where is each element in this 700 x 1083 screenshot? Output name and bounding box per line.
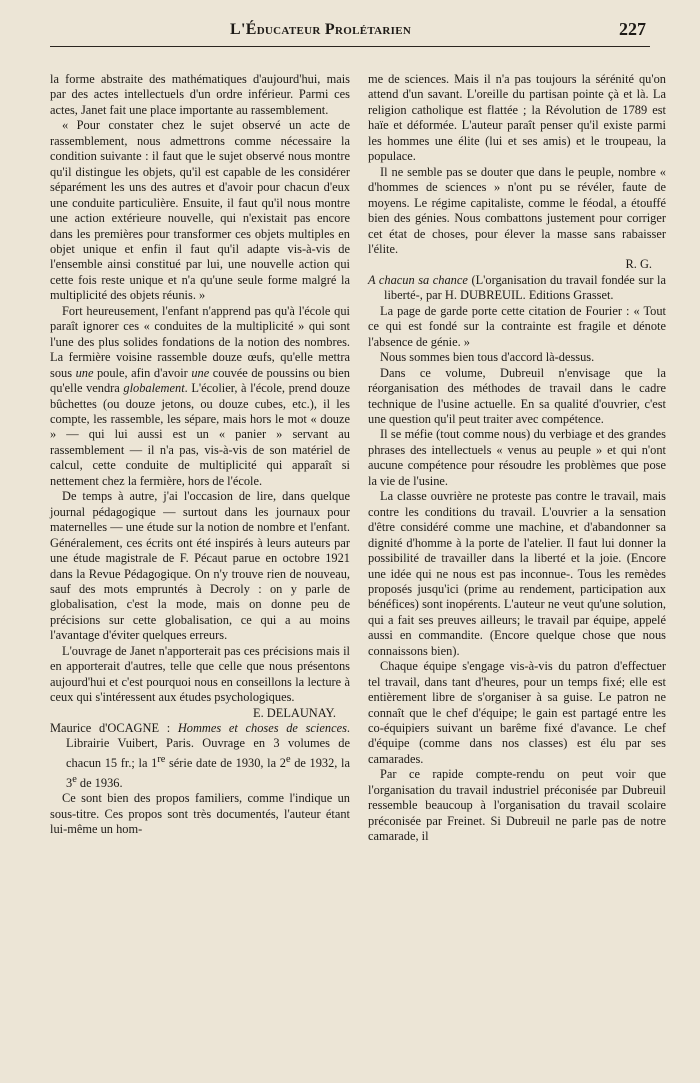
header-rule bbox=[50, 46, 650, 47]
paragraph: Nous sommes bien tous d'accord là-dessus. bbox=[380, 350, 595, 365]
paragraph: Il ne semble pas se douter que dans le peuple, nombre « d'hommes de sciences » n'ont pu se révéler, faute de moyens. Le régime capitaliste, comme le féodal, a étouffé bien des génies. Nous combattons justement pour corriger cet état de choses, pour élever la masse sans rabaisser l'élite. bbox=[368, 164, 666, 256]
author-signature: E. DELAUNAY. bbox=[253, 705, 336, 720]
journal-title: L'Éducateur Prolétarien bbox=[230, 21, 412, 38]
paragraph: Chaque équipe s'engage vis-à-vis du patron d'effectuer tel travail, dans tant d'heures, pour un temps fixé; elle est entièrement libre de s'organiser à sa guise. Le patron ne connaît que le chef d'équipe; le gain est partagé entre les co-équipiers suivant un barême fixé d'avance. Le chef d'équipe (comme dans nos classes) est élu par ses camarades. bbox=[368, 659, 666, 766]
paragraph: Par ce rapide compte-rendu on peut voir que l'organisation du travail industriel préconisée par Dubreuil ressemble beaucoup à l'organisation du travail scolaire préconisée par Freinet. Si Dubreuil ne parle pas de notre camarade, il bbox=[368, 767, 666, 844]
author-signature: R. G. bbox=[625, 257, 652, 272]
book-reference: Maurice d'OCAGNE : Hommes et choses de sciences. Librairie Vuibert, Paris. Ouvrage en 3 volumes de chacun 15 fr.; la 1re série date de 1930, la 2e de 1932, la 3e de 1936. bbox=[50, 721, 351, 790]
paragraph: L'ouvrage de Janet n'apporterait pas ces précisions mais il en apporterait d'autres, telle que celle que nous présentons aujourd'hui et c'est pourquoi nous en conseillons la lecture à ceux qui s'intéressent aux études psychologiques. bbox=[50, 643, 350, 705]
left-column bbox=[50, 72, 350, 837]
book-reference: A chacun sa chance (L'organisation du travail fondée sur la liberté-, par H. DUBREUIL. Editions Grasset. bbox=[368, 272, 666, 303]
paragraph: De temps à autre, j'ai l'occasion de lire, dans quelque journal pédagogique — surtout dans les journaux pour maternelles — une étude sur la notion de nombre et l'enfant. Généralement, ces écrits ont été inspirés à leurs auteurs par une étude magistrale de F. Pécaut parue en octobre 1921 dans la Revue Pédagogique. On n'y trouve rien de nouveau, sauf des mots empruntés à Decroly : on y parle de globalisation, c'est la mode, mais on donne peu de précisions sur cette globalisation, ce qui a au moins l'avantage d'éviter quelques erreurs. bbox=[50, 489, 350, 643]
paragraph: Il se méfie (tout comme nous) du verbiage et des grandes phrases des intellectuels « venus au peuple » et qui n'ont aucune compétence pour résoudre les problèmes que pose la vie de l'usine. bbox=[368, 427, 666, 488]
right-column bbox=[368, 72, 666, 845]
paragraph: la forme abstraite des mathématiques d'aujourd'hui, mais par des actes intellectuels d'un ordre inférieur. Parmi ces actes, Janet fait une place importante au rassemblement. bbox=[50, 72, 350, 117]
paragraph: La classe ouvrière ne proteste pas contre le travail, mais contre les conditions du travail. L'ouvrier a la sensation d'être considéré comme une machine, et d'abandonner sa dignité d'homme à la porte de l'atelier. Il faut lui donner la possibilité de travailler dans la liberté et la joie. (Encore une idée qui ne nous est pas inconnue-. Tous les remèdes proposés jusqu'ici (prime au rendement, participation aux bénéfices) sont inopérents. L'auteur ne veut qu'une solution, qui a fait ses preuves ailleurs; le travail par équipe, appelé aussi en commandite. (Encore quelque chose que nous connaissons bien). bbox=[368, 489, 666, 658]
page-number: 227 bbox=[619, 19, 646, 39]
paragraph: Dans ce volume, Dubreuil n'envisage que la réorganisation des méthodes de travail dans le cadre technique de l'usine actuelle. En sa qualité d'ouvrier, c'est une question qu'il peut traiter avec compétence. bbox=[368, 365, 666, 426]
paragraph: me de sciences. Mais il n'a pas toujours la sérénité qu'on attend d'un savant. L'oreille du partisan pointe çà et là. La religion catholique est flattée ; la Révolution de 1789 est haïe et déformée. L'auteur paraît penser qu'il existe parmi les hommes une élite (lui et ses amis) et le troupeau, la populace. bbox=[368, 72, 666, 164]
quote-paragraph: « Pour constater chez le sujet observé un acte de rassemblement, nous admettrons comme nécessaire la condition suivante : il faut que le sujet observé nous montre qu'il distingue les objets, qu'il est capable de les considérer séparément les uns des autres et d'avoir pour chacun d'eux une conduite particulière. Ensuite, il faut qu'il nous montre une action extérieure nouvelle, qui n'existait pas encore dans les premières pour transformer ces objets multiples en objet unique et enfin il faut qu'il adapte vis-à-vis de l'ensemble ainsi constitué par lui, une nouvelle action qui cette fois reste unique et n'a qu'une seule forme malgré la multiplicité des objets réunis. » bbox=[50, 118, 350, 303]
paragraph: La page de garde porte cette citation de Fourier : « Tout ce qui est fondé sur la contrainte est fragile et dénote l'absence de génie. » bbox=[368, 303, 666, 349]
page-header bbox=[50, 18, 650, 48]
paragraph: Fort heureusement, l'enfant n'apprend pas qu'à l'école qui paraît ignorer ces « conduites de la multiplicité » qui sont l'une des plus solides fondations de la notion des nombres. La fermière voisine rassemble douze œufs, qu'elle mettra sous une poule, afin d'avoir une couvée de poussins ou bien qu'elle vendra globalement. L'écolier, à l'école, prend douze bûchettes (ou douze jetons, ou douze cubes, etc.), il les compte, les rassemble, les sépare, mais hors le mot « douze » — qui lui aussi est un « panier » servant au rassemblement — il n'a pas, vis-à-vis de son matériel de calcul, cette conduite de multiplicité qui apparaît si nettement chez la fermière, hors de l'école. bbox=[50, 303, 350, 488]
paragraph: Ce sont bien des propos familiers, comme l'indique un sous-titre. Ces propos sont très documentés, l'auteur étant lui-même un hom- bbox=[50, 791, 350, 836]
